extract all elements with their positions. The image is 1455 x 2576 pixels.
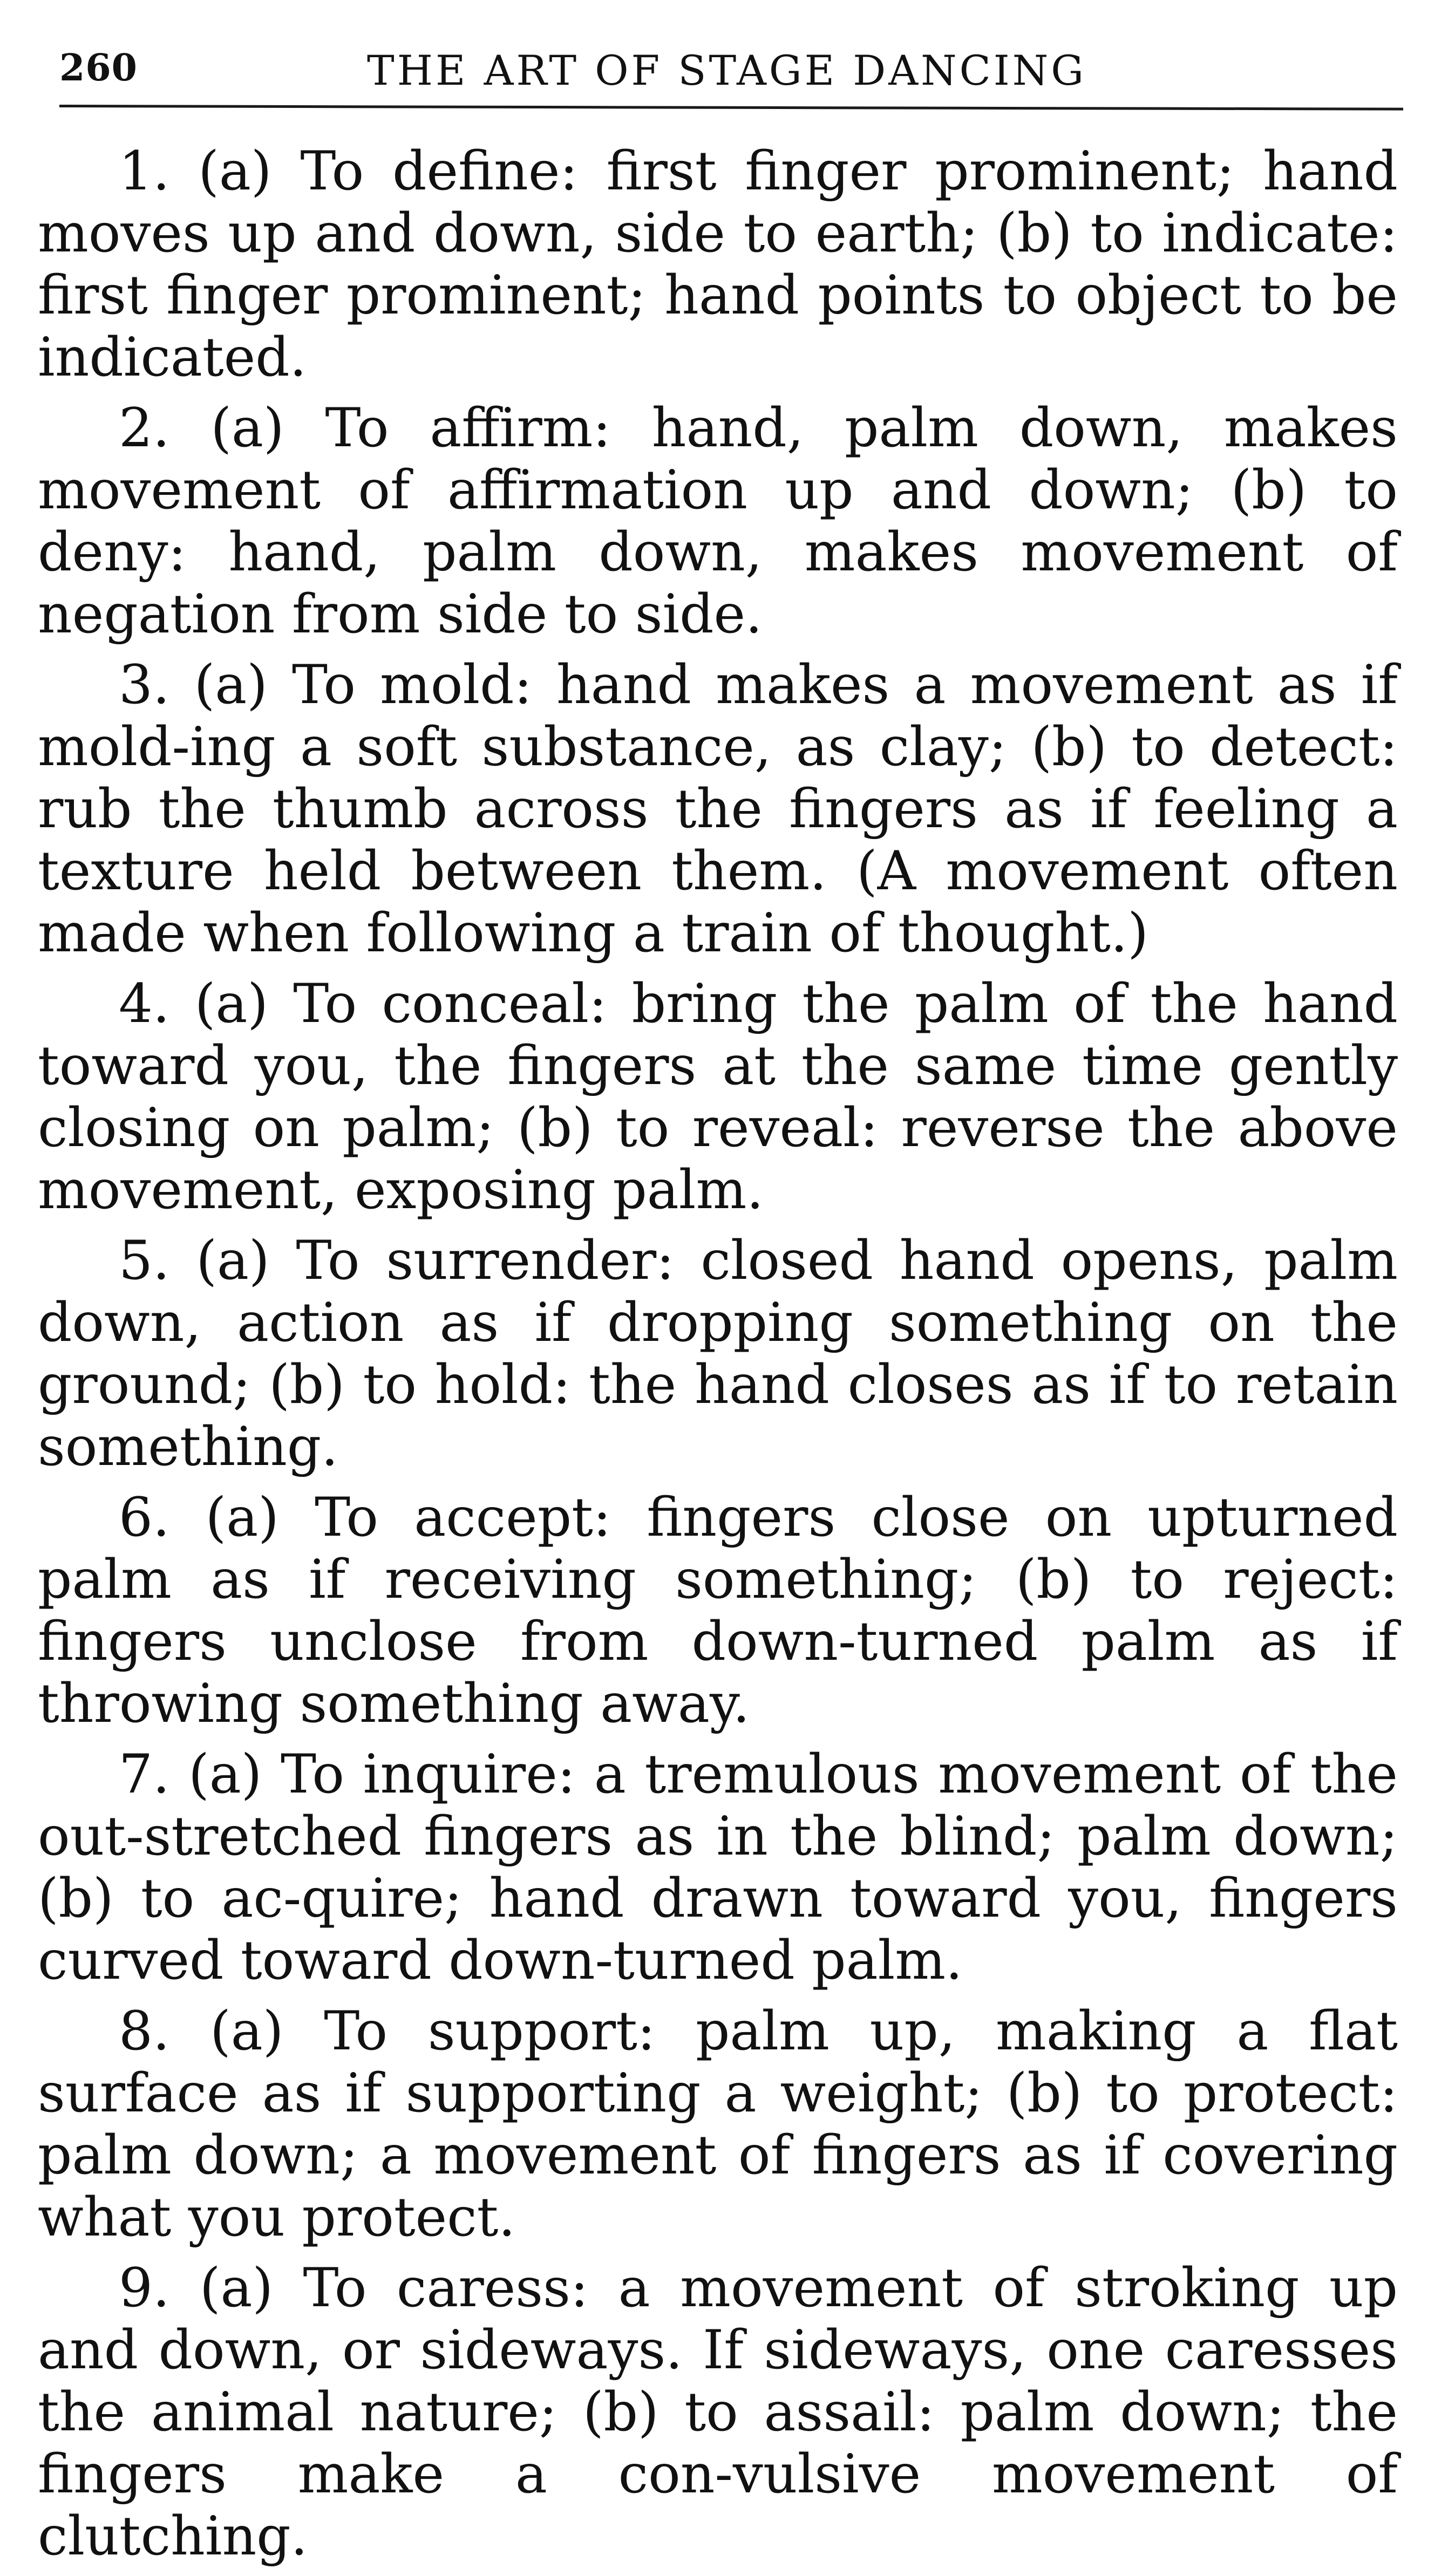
gesture-entry-8: 8. (a) To support: palm up, making a flat surface as if supporting a weight; (b) to protect: palm down; a movement of fingers as if covering what you protect. — [38, 2000, 1398, 2248]
page-number: 260 — [59, 46, 138, 90]
gesture-entry-1: 1. (a) To define: first finger prominent; hand moves up and down, side to earth; (b) to indicate: first finger prominent; hand points to object to be indicated. — [38, 140, 1398, 389]
gesture-entry-9: 9. (a) To caress: a movement of stroking up and down, or sideways. If sideways, one caresses the animal nature; (b) to assail: palm down; the fingers make a con-vulsive movement of clutching. — [38, 2257, 1398, 2567]
running-title: THE ART OF STAGE DANCING — [367, 46, 1086, 94]
header-rule — [59, 105, 1403, 111]
page-header — [59, 38, 1403, 103]
gesture-entry-6: 6. (a) To accept: fingers close on upturned palm as if receiving something; (b) to reject: fingers unclose from down-turned palm as if throwing something away. — [38, 1487, 1398, 1735]
gesture-entry-3: 3. (a) To mold: hand makes a movement as if mold-ing a soft substance, as clay; (b) to detect: rub the thumb across the fingers as if feeling a texture held between them. (A movement often made when following a train of thought.) — [38, 654, 1398, 964]
gesture-entry-7: 7. (a) To inquire: a tremulous movement of the out-stretched fingers as in the blind; palm down; (b) to ac-quire; hand drawn toward you, fingers curved toward down-turned palm. — [38, 1743, 1398, 1992]
gesture-entry-2: 2. (a) To affirm: hand, palm down, makes movement of affirmation up and down; (b) to deny: hand, palm down, makes movement of negation from side to side. — [38, 397, 1398, 645]
gesture-entry-4: 4. (a) To conceal: bring the palm of the hand toward you, the fingers at the same time gently closing on palm; (b) to reveal: reverse the above movement, exposing palm. — [38, 973, 1398, 1221]
gesture-list — [38, 140, 1398, 2576]
gesture-entry-5: 5. (a) To surrender: closed hand opens, palm down, action as if dropping something on the ground; (b) to hold: the hand closes as if to retain something. — [38, 1230, 1398, 1478]
